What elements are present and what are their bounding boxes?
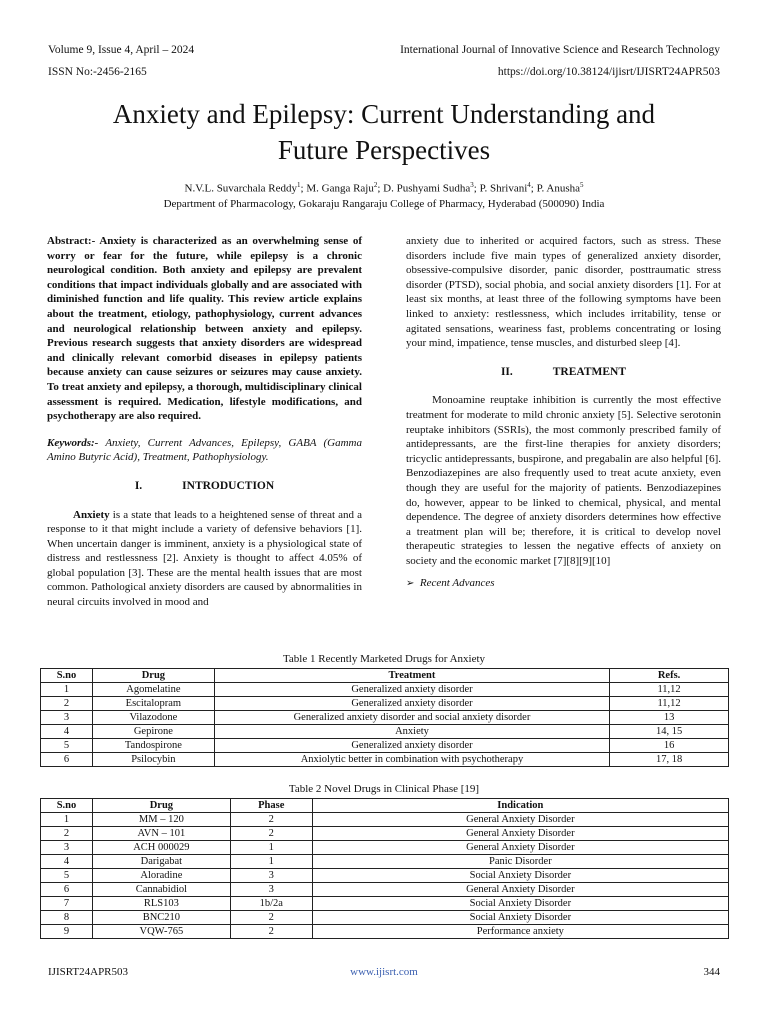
table1-cell: Anxiolytic better in combination with psychotherapy (214, 753, 609, 767)
table2-cell: 4 (41, 855, 93, 869)
footer-website-link[interactable] (0, 966, 768, 978)
paper-title (40, 96, 728, 168)
table1-cell: Anxiety (214, 725, 609, 739)
table1-cell: Agomelatine (92, 683, 214, 697)
doi-link[interactable]: https://doi.org/10.38124/ijisrt/IJISRT24APR503 (497, 66, 720, 78)
keywords (47, 436, 362, 465)
table2-cell: 9 (41, 925, 93, 939)
table-row (41, 813, 729, 827)
abstract: Abstract:- Anxiety is characterized as an overwhelming sense of worry or fear for the future, while epilepsy is a chronic neurological condition. Both anxiety and epilepsy are prevalent conditions that impact individuals globally and are associated with diminished function and life quality. This review article explains about the treatment, etiology, pathophysiology, current advances and neurological relationship between anxiety and epilepsy. Previous research suggests that anxiety disorders are widespread and clinically relevant comorbid diseases in epilepsy patients because anxiety can cause seizures or seizures may cause anxiety. To treat anxiety and epilepsy, a thorough, multidisciplinary clinical assessment is required. Medication, lifestyle modifications, and psychotherapy are also required. (47, 235, 362, 423)
right-column (406, 234, 721, 592)
table2-cell: General Anxiety Disorder (312, 813, 728, 827)
table2-cell: Cannabidiol (92, 883, 230, 897)
author-separator: ; (300, 182, 307, 195)
table1-cell: Generalized anxiety disorder (214, 697, 609, 711)
volume-info: Volume 9, Issue 4, April – 2024 (48, 44, 195, 56)
table2-cell: 2 (230, 827, 312, 841)
table2-cell: Social Anxiety Disorder (312, 897, 728, 911)
table2-cell: 1b/2a (230, 897, 312, 911)
table1-cell: 17, 18 (610, 753, 729, 767)
author-separator: ; (473, 182, 480, 195)
author-name: D. Pushyami Sudha (383, 182, 471, 195)
table1-header-row (41, 669, 729, 683)
table2-cell: Aloradine (92, 869, 230, 883)
table-row (41, 753, 729, 767)
table2-caption: Table 2 Novel Drugs in Clinical Phase [19] (288, 783, 480, 795)
section-heading-treatment (406, 365, 721, 380)
table1-cell: 16 (610, 739, 729, 753)
table1-cell: Vilazodone (92, 711, 214, 725)
author-name: M. Ganga Raju (306, 182, 374, 195)
table2-cell: 6 (41, 883, 93, 897)
table2-cell: Social Anxiety Disorder (312, 869, 728, 883)
table1-header-cell: Treatment (214, 669, 609, 683)
table2-cell: 2 (230, 925, 312, 939)
table2-cell: 3 (41, 841, 93, 855)
table2-cell: 1 (230, 855, 312, 869)
table2-header-cell: Phase (230, 799, 312, 813)
table2-cell: Panic Disorder (312, 855, 728, 869)
table-row (41, 869, 729, 883)
table2-cell: RLS103 (92, 897, 230, 911)
author-affiliation-marker: 3 (470, 181, 474, 189)
author-name: N.V.L. Suvarchala Reddy (184, 182, 298, 195)
table1-cell: Generalized anxiety disorder (214, 739, 609, 753)
table-row (41, 697, 729, 711)
author-name: P. Anusha (536, 182, 580, 195)
table2-cell: 8 (41, 911, 93, 925)
keywords-label: Keywords:- (47, 436, 99, 449)
table2-header-cell: Indication (312, 799, 728, 813)
table1-cell: 5 (41, 739, 93, 753)
table2-cell: 7 (41, 897, 93, 911)
subheading-recent-advances (406, 576, 721, 592)
author-separator: ; (377, 182, 384, 195)
issn: ISSN No:-2456-2165 (48, 66, 147, 78)
table2-cell: General Anxiety Disorder (312, 827, 728, 841)
keywords-text: Anxiety, Current Advances, Epilepsy, GABA (Gamma Amino Butyric Acid), Treatment, Pathophysiology. (47, 436, 362, 464)
table2-cell: General Anxiety Disorder (312, 883, 728, 897)
author-affiliation-marker: 1 (297, 181, 301, 189)
table-row (41, 841, 729, 855)
section-number: II. (500, 365, 513, 378)
author-affiliation-marker: 4 (527, 181, 531, 189)
table2-cell: 3 (230, 883, 312, 897)
author-affiliation-marker: 2 (373, 181, 378, 189)
author-name: P. Shrivani (479, 182, 528, 195)
table2-cell: Performance anxiety (312, 925, 728, 939)
table-row (41, 827, 729, 841)
arrow-bullet-icon: ➢ (406, 578, 415, 590)
table1-caption: Table 1 Recently Marketed Drugs for Anxiety (282, 653, 486, 665)
table1-cell: 11,12 (610, 697, 729, 711)
table1-cell: Psilocybin (92, 753, 214, 767)
anxiety-types-paragraph: anxiety due to inherited or acquired factors, such as stress. These disorders include five main types of generalized anxiety disorder, obsessive-compulsive disorder, panic disorder, posttraumatic stress disorder (PTSD), social phobia, and social anxiety disorders [1]. For at least six months, at least three of the following symptoms have been linked to anxiety: restlessness, which includes irritability, tense or agitated sensations, weariness fast, problems concentrating or losing your mind, impatience, tense muscles, and disturbed sleep [4]. (406, 235, 721, 350)
table1-cell: 2 (41, 697, 93, 711)
table2-cell: VQW-765 (92, 925, 230, 939)
table1-cell: 4 (41, 725, 93, 739)
author-separator: ; (530, 182, 537, 195)
section-number: I. (134, 479, 143, 492)
table2-cell: Darigabat (92, 855, 230, 869)
table1-cell: 14, 15 (610, 725, 729, 739)
table1-cell: Generalized anxiety disorder and social anxiety disorder (214, 711, 609, 725)
table2-cell: MM – 120 (92, 813, 230, 827)
table-row (41, 683, 729, 697)
journal-name: International Journal of Innovative Science and Research Technology (400, 44, 720, 56)
table2-novel-drugs-clinical-phase (40, 798, 729, 939)
table2-header-cell: S.no (41, 799, 93, 813)
table-row (41, 725, 729, 739)
left-column (47, 234, 362, 610)
table2-cell: 2 (41, 827, 93, 841)
title-line-1: Anxiety and Epilepsy: Current Understanding and (112, 99, 656, 129)
table1-header-cell: S.no (41, 669, 93, 683)
section-title: INTRODUCTION (182, 479, 275, 492)
table1-cell: 11,12 (610, 683, 729, 697)
author-block (40, 178, 728, 212)
table1-cell: 3 (41, 711, 93, 725)
table2-cell: Social Anxiety Disorder (312, 911, 728, 925)
table2-cell: AVN – 101 (92, 827, 230, 841)
table2-cell: 5 (41, 869, 93, 883)
table2-cell: 2 (230, 911, 312, 925)
intro-text: is a state that leads to a heightened sense of threat and a response to it that might include a variety of defensive behaviors [1]. When uncertain danger is imminent, anxiety is a physiological state of distress and restlessness [2]. Anxiety is thought to affect 4.05% of global population [3]. These are the mental health issues that are most common. Pathological anxiety disorders are caused by abnormalities in neural circuits involved in mood and (47, 508, 362, 609)
page-number: 344 (703, 966, 720, 978)
table2-header-row (41, 799, 729, 813)
table1-cell: Generalized anxiety disorder (214, 683, 609, 697)
title-line-2: Future Perspectives (277, 135, 491, 165)
table-row (41, 855, 729, 869)
recent-advances-label: Recent Advances (419, 577, 495, 590)
table2-cell: 1 (230, 841, 312, 855)
table2-cell: 1 (41, 813, 93, 827)
table2-cell: General Anxiety Disorder (312, 841, 728, 855)
table1-header-cell: Drug (92, 669, 214, 683)
table2-cell: 3 (230, 869, 312, 883)
table1-cell: 1 (41, 683, 93, 697)
table2-cell: 2 (230, 813, 312, 827)
table-row (41, 883, 729, 897)
table1-cell: Tandospirone (92, 739, 214, 753)
section-title: TREATMENT (552, 365, 627, 378)
table1-cell: Gepirone (92, 725, 214, 739)
table2-body (41, 813, 729, 939)
intro-lead: Anxiety (73, 508, 110, 521)
table-row (41, 739, 729, 753)
intro-paragraph (47, 508, 362, 610)
treatment-paragraph: Monoamine reuptake inhibition is currently the most effective treatment for moderate to mild chronic anxiety [5]. Selective serotonin reuptake inhibitors (SSRIs), the most commonly prescribed family of antidepressants, are the first-line therapies for anxiety disorders; tricyclic antidepressants, buspirone, and pregabalin are also helpful [6]. Benzodiazepines are also frequently used to treat acute anxiety, even though they are useful for the majority of patients. Benzodiazepines do, however, appear to be linked to chemical, physical, and mental dependence. The degree of anxiety disorders determines how effective a treatment plan will be; therefore, it is critical to develop novel therapeutic strategies to lessen the negative effects of anxiety on society and the economic market [7][8][9][10] (406, 394, 721, 567)
table2-header-cell: Drug (92, 799, 230, 813)
table1-recently-marketed-drugs (40, 668, 729, 767)
affiliation: Department of Pharmacology, Gokaraju Rangaraju College of Pharmacy, Hyderabad (500090) India (163, 197, 605, 210)
table1-body (41, 683, 729, 767)
table-row (41, 711, 729, 725)
table2-cell: ACH 000029 (92, 841, 230, 855)
table-row (41, 897, 729, 911)
table1-cell: 13 (610, 711, 729, 725)
table1-header-cell: Refs. (610, 669, 729, 683)
table1-cell: 6 (41, 753, 93, 767)
table-row (41, 911, 729, 925)
author-affiliation-marker: 5 (579, 181, 584, 189)
section-heading-introduction (47, 479, 362, 494)
table2-cell: BNC210 (92, 911, 230, 925)
table1-cell: Escitalopram (92, 697, 214, 711)
footer-article-code: IJISRT24APR503 (48, 966, 129, 978)
table-row (41, 925, 729, 939)
footer-website-text[interactable]: www.ijisrt.com (350, 966, 418, 978)
author-list (40, 178, 728, 197)
